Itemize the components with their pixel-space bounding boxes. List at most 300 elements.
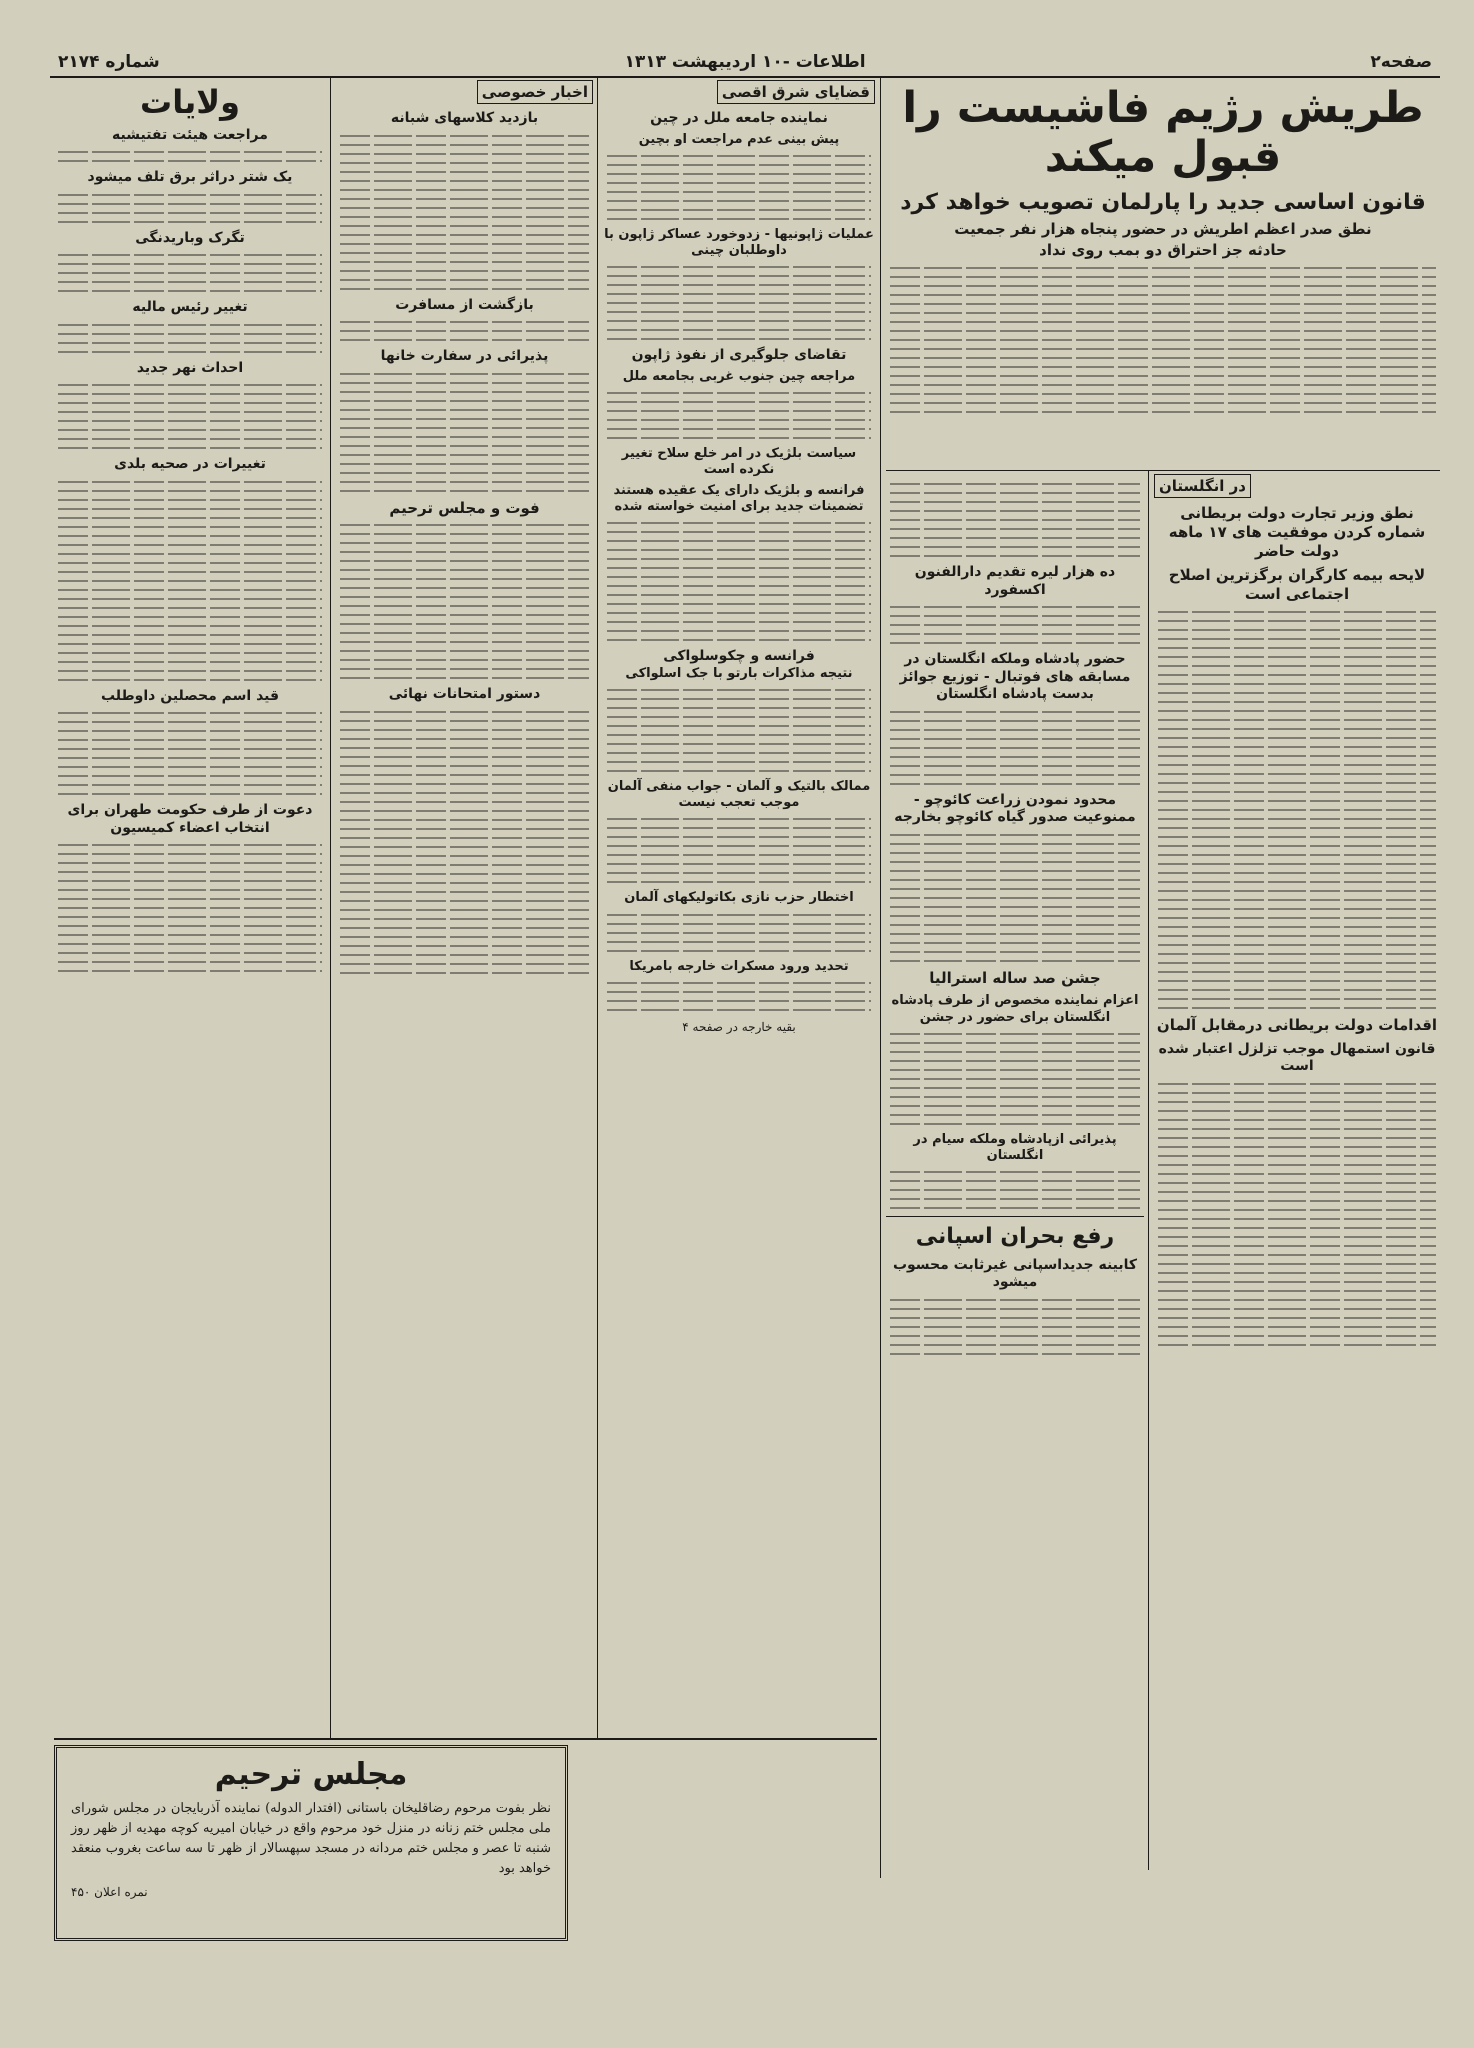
text-line [58,393,322,395]
text-line [58,281,322,283]
text-line [340,918,589,920]
text-line [890,924,1140,926]
headline: پیش بینی عدم مراجعت او بچین [638,131,840,147]
text-line [340,828,589,830]
text-line [607,603,871,605]
text-line [607,923,871,925]
article-body [54,712,326,795]
section-title: ولایات [140,83,240,121]
article-body [886,711,1144,785]
article-body [886,1299,1144,1355]
text-line [340,436,589,438]
text-line [890,1033,1140,1035]
text-line [890,942,1140,944]
text-line [890,633,1140,635]
headline: اقدامات دولت بریطانی درمقابل آلمان [1156,1015,1438,1034]
text-line [1158,1110,1436,1112]
column-private-news [336,80,593,1740]
article-body [336,321,593,341]
text-line [340,330,589,332]
text-line [340,792,589,794]
text-line [340,400,589,402]
article-body [886,1171,1144,1209]
text-line [58,907,322,909]
article-body [54,844,326,972]
text-line [890,1105,1140,1107]
text-line [607,836,871,838]
text-line [340,720,589,722]
text-line [1158,791,1436,793]
headline: دستور امتحانات نهائی [388,686,541,703]
text-line [58,739,322,741]
text-line [340,909,589,911]
text-line [1158,1245,1436,1247]
text-line [58,952,322,954]
notice-text: نظر بفوت مرحوم رضاقلیخان باستانی (افتدار الدوله) نماینده آذربایجان در مجلس شورای ملی مجلس ختم زنانه در منزل خود مرحوم واقع در خیابان امیریه کوچه مهدیه از ظهر روز شنبه تا عصر و مجلس ختم مردانه در مسجد سپهسالار از ظهر تا سه ساعت بغروب منعقد خواهد بود [71,1800,551,1876]
text-line [340,171,589,173]
text-line [1158,863,1436,865]
text-line [607,716,871,718]
text-line [607,932,871,934]
text-line [1158,701,1436,703]
text-line [340,454,589,456]
headline: حضور پادشاه وملکه انگلستان در مسابقه های فوتبال - توزیع جوائز بدست پادشاه انگلستان [899,651,1131,702]
text-line [607,320,871,322]
text-line [58,481,322,483]
article-body [54,151,326,162]
text-line [340,382,589,384]
text-line [1158,1254,1436,1256]
text-line [607,419,871,421]
text-line [1158,971,1436,973]
text-line [890,546,1140,548]
text-line [340,189,589,191]
text-line [58,880,322,882]
text-line [607,621,871,623]
text-line [58,351,322,353]
text-line [607,558,871,560]
text-line [340,216,589,218]
text-line [890,1051,1140,1053]
text-line [890,1171,1140,1173]
text-line [607,209,871,211]
text-line [1158,1344,1436,1346]
headline: ده هزار لیره تقدیم دارالفنون اکسفورد [914,564,1116,598]
text-line [890,756,1140,758]
lead-article [886,80,1440,470]
text-line [58,916,322,918]
text-line [1158,1299,1436,1301]
text-line [890,747,1140,749]
text-line [340,463,589,465]
article-body [1154,1083,1440,1346]
text-line [1158,737,1436,739]
text-line [890,411,1436,413]
text-line [1158,872,1436,874]
text-line [890,1317,1140,1319]
text-line [340,963,589,965]
text-line [340,632,589,634]
headline: قانون استمهال موجب تزلزل اعتبار شده است [1158,1040,1436,1074]
article-body [603,914,875,952]
text-line [340,243,589,245]
text-line [340,711,589,713]
text-line [340,819,589,821]
text-line [340,321,589,323]
text-line [607,311,871,313]
text-line [607,284,871,286]
text-line [58,535,322,537]
text-line [340,252,589,254]
text-line [1158,773,1436,775]
text-line [1158,1155,1436,1157]
headline: تحدید ورود مسکرات خارجه بامریکا [629,958,849,974]
text-line [1158,917,1436,919]
text-line [607,770,871,772]
memorial-notice-box [54,1745,568,1941]
text-line [1158,998,1436,1000]
text-line [890,519,1140,521]
text-line [1158,647,1436,649]
text-line [607,707,871,709]
article-body [603,982,875,1011]
text-line [607,991,871,993]
text-line [890,501,1140,503]
text-line [1158,746,1436,748]
text-line [340,234,589,236]
notice-title: مجلس ترحیم [214,1757,408,1792]
text-line [1158,683,1436,685]
text-line [890,1344,1140,1346]
text-line [58,580,322,582]
page-number: صفحه۲ [1370,52,1432,72]
headline: مراجعت هیئت تفتیشیه [112,126,268,143]
text-line [1158,674,1436,676]
text-line [340,560,589,562]
text-line [890,537,1140,539]
text-line [340,738,589,740]
text-line [340,279,589,281]
text-line [340,810,589,812]
text-line [890,960,1140,962]
text-line [607,827,871,829]
text-line [58,571,322,573]
text-line [340,954,589,956]
text-line [890,1180,1140,1182]
header-rule [50,76,1440,78]
text-line [890,606,1140,608]
text-line [340,747,589,749]
headline: سیاست بلژیک در امر خلع سلاح تغییر نکرده است [621,446,857,478]
section-rule [54,1738,877,1740]
text-line [607,522,871,524]
text-line [607,982,871,984]
text-line [58,775,322,777]
text-line [340,153,589,155]
text-line [607,410,871,412]
text-line [58,898,322,900]
text-line [58,784,322,786]
headline: تضمینات جدید برای امنیت خواسته شده [614,498,864,514]
text-line [607,266,871,268]
headline: جشن صد ساله استرالیا [929,968,1101,987]
text-line [890,1069,1140,1071]
headline: رفع بحران اسپانی [915,1224,1115,1250]
text-line [607,182,871,184]
text-line [890,555,1140,557]
text-line [890,951,1140,953]
text-line [890,1308,1140,1310]
text-line [58,871,322,873]
text-line [1158,1083,1436,1085]
headline: فوت و مجلس ترحیم [389,498,540,517]
headline: اعزام نماینده مخصوص از طرف پادشاه انگلستان برای حضور در جشن [891,993,1139,1025]
lead-subheadline-2: نطق صدر اعظم اطریش در حضور پنجاه هزار نفر جمعیت [954,220,1372,239]
text-line [607,218,871,220]
text-line [58,961,322,963]
text-line [607,854,871,856]
text-line [607,743,871,745]
text-line [340,837,589,839]
article-body [603,689,875,772]
text-line [607,437,871,439]
text-line [607,338,871,340]
text-line [1158,1317,1436,1319]
text-line [340,533,589,535]
text-line [58,661,322,663]
headline: یک شتر دراثر برق تلف میشود [87,169,293,186]
text-line [58,670,322,672]
text-line [340,373,589,375]
text-line [58,793,322,795]
text-line [890,393,1436,395]
text-line [1158,719,1436,721]
text-line [607,531,871,533]
text-line [1158,980,1436,982]
masthead [50,48,1440,76]
text-line [890,852,1140,854]
article-body [603,522,875,641]
text-line [890,843,1140,845]
headline: احداث نهر جدید [136,359,244,376]
text-line [340,855,589,857]
text-line [607,585,871,587]
text-line [890,384,1436,386]
text-line [58,844,322,846]
lead-subheadline-3: حادثه جز احتراق دو بمب روی نداد [1039,241,1287,260]
text-line [1158,836,1436,838]
text-line [1158,818,1436,820]
text-line [58,499,322,501]
text-line [340,846,589,848]
text-line [1158,1263,1436,1265]
headline: پذیرائی ازپادشاه وملکه سیام در انگلستان [913,1131,1117,1163]
text-line [340,135,589,137]
notice-number: نمره اعلان ۴۵۰ [71,1884,148,1899]
text-line [58,420,322,422]
text-line [340,162,589,164]
text-line [890,1189,1140,1191]
text-line [1158,728,1436,730]
text-line [340,490,589,492]
text-line [890,285,1436,287]
text-line [890,624,1140,626]
text-line [890,783,1140,785]
column-rule [1148,470,1149,1870]
text-line [340,261,589,263]
text-line [340,677,589,679]
text-line [1158,1101,1436,1103]
text-line [1158,1173,1436,1175]
issue-number: شماره ۲۱۷۴ [58,52,160,72]
text-line [890,339,1436,341]
text-line [1158,827,1436,829]
text-line [607,302,871,304]
text-line [890,267,1436,269]
text-line [890,1198,1140,1200]
text-line [1158,710,1436,712]
text-line [340,623,589,625]
text-line [340,427,589,429]
section-label: اخبار خصوصی [477,80,593,104]
text-line [607,639,871,641]
text-line [607,612,871,614]
text-line [58,721,322,723]
date-line: اطلاعات -۱۰ اردیبهشت ۱۳۱۳ [624,52,866,72]
text-line [58,402,322,404]
text-line [607,914,871,916]
article-body [886,834,1144,962]
text-line [340,409,589,411]
text-line [607,200,871,202]
column-rule [880,78,881,1878]
text-line [340,288,589,290]
column-rule [330,78,331,1738]
text-line [890,348,1436,350]
text-line [607,392,871,394]
text-line [890,312,1436,314]
text-line [607,549,871,551]
text-line [340,198,589,200]
text-line [890,765,1140,767]
text-line [340,756,589,758]
article-body [54,384,326,449]
text-line [890,492,1140,494]
text-line [58,862,322,864]
text-line [340,668,589,670]
headline: مراجعه چین جنوب غربی بجامعه ملل [622,368,856,384]
headline: پذیرائی در سفارت خانها [380,348,549,364]
text-line [58,254,322,256]
text-line [340,551,589,553]
section-label: در انگلستان [1154,474,1251,498]
text-line [607,173,871,175]
text-line [890,915,1140,917]
text-line [607,164,871,166]
text-line [58,553,322,555]
text-line [890,294,1436,296]
headline: ممالک بالتیک و آلمان - جواب منفی آلمان [607,778,871,794]
text-line [890,720,1140,722]
text-line [607,752,871,754]
text-line [607,428,871,430]
text-line [1158,1326,1436,1328]
text-line [58,447,322,449]
text-line [58,438,322,440]
article-body [336,135,593,290]
text-line [890,933,1140,935]
article-body [54,481,326,681]
text-line [607,689,871,691]
column-england [1154,474,1440,1874]
text-line [1158,1281,1436,1283]
text-line [340,339,589,341]
text-line [340,445,589,447]
article-body [336,711,593,974]
text-line [890,276,1436,278]
headline: عملیات ژاپونیها - زدوخورد عساکر ژاپون با داوطلبان چینی [604,226,874,258]
headline: نطق وزیر تجارت دولت بریطانی شماره کردن موفقیت های ۱۷ ماهه دولت حاضر [1168,504,1426,560]
continued-note: بقیه خارجه در صفحه ۴ [682,1019,796,1034]
text-line [890,615,1140,617]
text-line [58,429,322,431]
text-line [607,881,871,883]
headline: تغییر رئیس مالیه [132,299,248,316]
text-line [340,801,589,803]
text-line [58,160,322,162]
text-line [340,144,589,146]
text-line [1158,944,1436,946]
lead-body [886,267,1440,413]
text-line [340,945,589,947]
headline: بازگشت از مسافرت [395,296,534,313]
text-line [890,1353,1140,1355]
text-line [340,659,589,661]
text-line [58,342,322,344]
text-line [340,936,589,938]
text-line [58,490,322,492]
text-line [340,542,589,544]
headline: کابینه جدیداسپانی غیرثابت محسوب میشود [892,1256,1138,1291]
text-line [890,1060,1140,1062]
text-line [890,861,1140,863]
text-line [58,616,322,618]
article-body [1154,611,1440,1009]
text-line [607,1000,871,1002]
text-line [607,576,871,578]
article-body [336,373,593,492]
text-line [58,925,322,927]
article-body [54,194,326,223]
headline: اختطار حزب نازی بکاتولیکهای آلمان [624,890,854,906]
text-line [1158,926,1436,928]
text-line [340,873,589,875]
text-line [890,1078,1140,1080]
text-line [890,1087,1140,1089]
text-line [890,1042,1140,1044]
text-line [1158,1137,1436,1139]
text-line [607,540,871,542]
text-line [340,207,589,209]
text-line [58,203,322,205]
text-line [1158,962,1436,964]
text-line [340,596,589,598]
lead-subheadline: قانون اساسی جدید را پارلمان تصویب خواهد کرد [900,189,1426,215]
column-foreign [886,476,1144,1876]
text-line [1158,1200,1436,1202]
headline: محدود نمودن زراعت کائوچو - ممنوعیت صدور گیاه کائوچو بخارجه [894,791,1136,825]
text-line [58,634,322,636]
